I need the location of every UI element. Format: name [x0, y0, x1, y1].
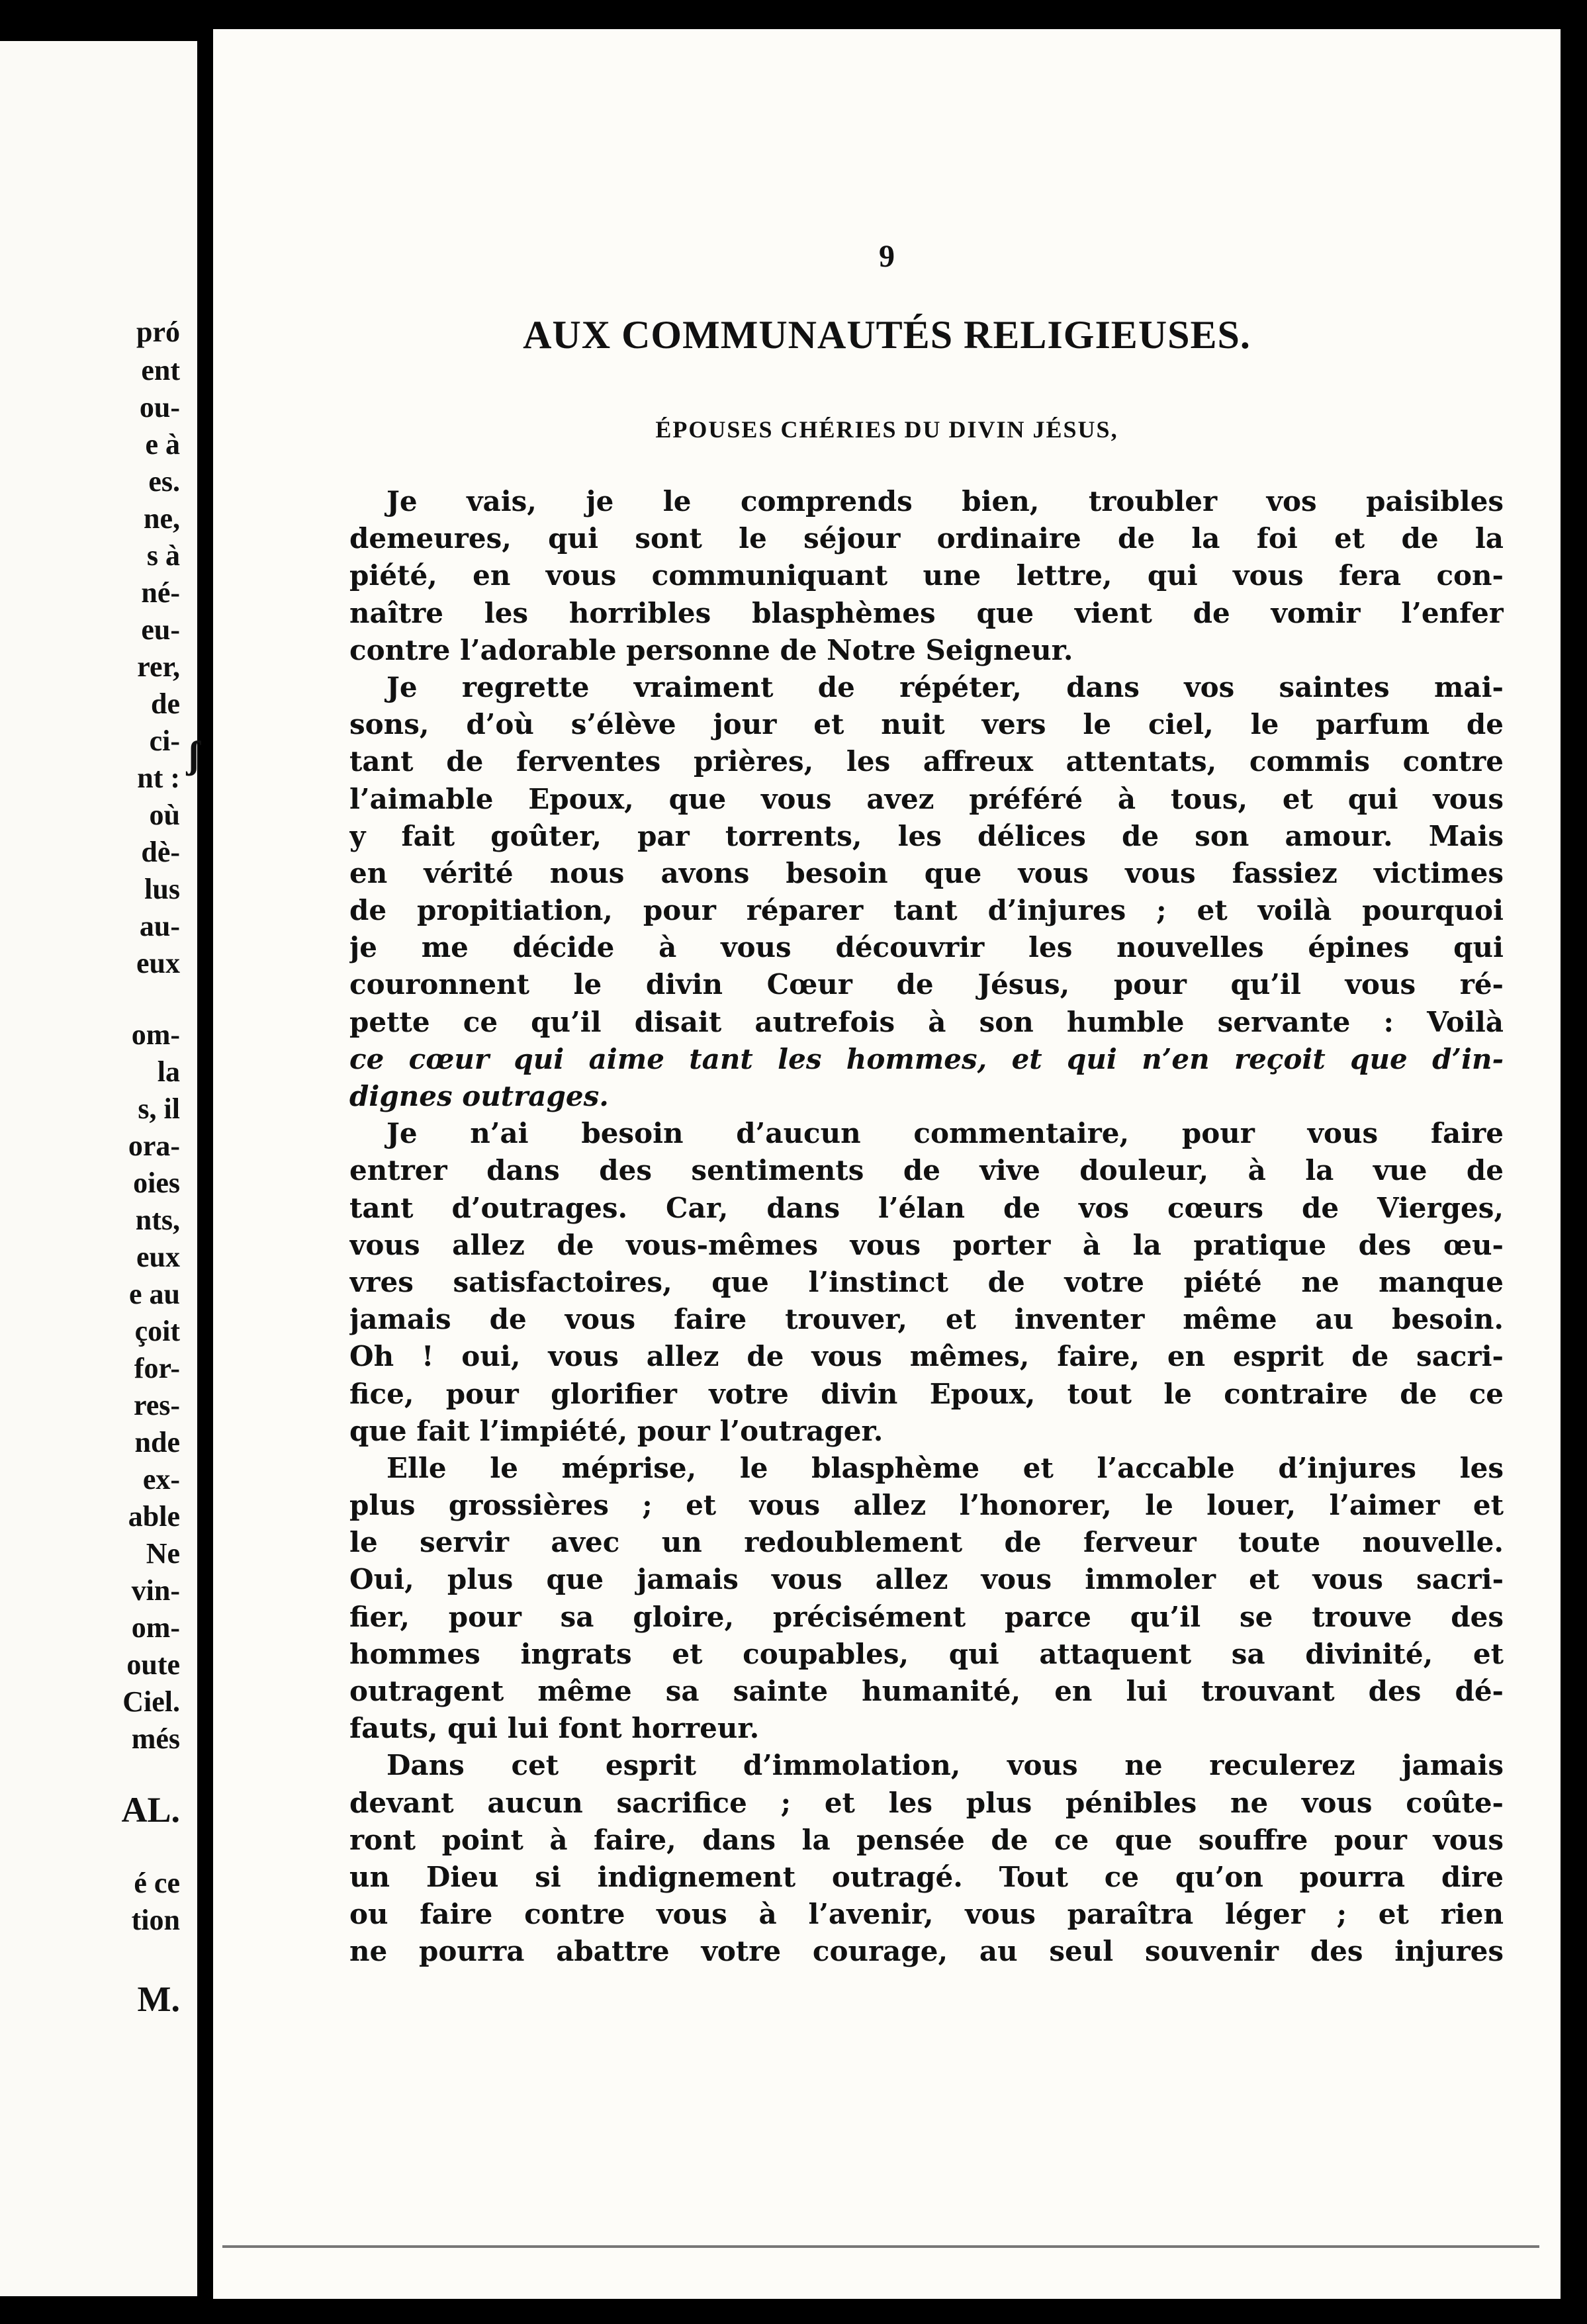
- text-line: l’aimable Epoux, que vous avez préféré à tous, et qui vous: [349, 782, 1504, 815]
- text-line: sons, d’où s’élève jour et nuit vers le ciel, le parfum de: [349, 708, 1504, 741]
- text-line: outragent même sa sainte humanité, en lui trouvant des dé-: [349, 1675, 1504, 1707]
- page-number: 9: [879, 239, 895, 274]
- facing-page-text: able: [128, 1500, 180, 1533]
- facing-page-text: ci-: [149, 725, 180, 757]
- facing-page-text: çoit: [134, 1315, 180, 1347]
- text-line: devant aucun sacrifice ; et les plus pénibles ne vous coûte-: [349, 1786, 1504, 1819]
- facing-page-text: pró: [136, 316, 180, 348]
- page-title: AUX COMMUNAUTÉS RELIGIEUSES.: [523, 313, 1251, 357]
- text-line: Je n’ai besoin d’aucun commentaire, pour vous faire: [386, 1117, 1504, 1150]
- gutter-ink-mark: ʃ: [188, 733, 200, 776]
- facing-page-text: nt :: [137, 762, 180, 794]
- facing-page-text: for-: [134, 1352, 180, 1384]
- text-line: fauts, qui lui font horreur.: [349, 1712, 760, 1745]
- italic-quote-line: dignes outrages.: [349, 1080, 609, 1112]
- facing-page-text: ou-: [139, 391, 180, 424]
- facing-page-text: où: [149, 799, 180, 831]
- letter-body: [349, 483, 1504, 1971]
- text-line: Je regrette vraiment de répéter, dans vos saintes mai-: [386, 670, 1504, 703]
- book-page: [213, 29, 1561, 2299]
- facing-page-text: AL.: [121, 1790, 180, 1830]
- paragraph-1: [349, 483, 1504, 669]
- facing-page-text: més: [131, 1722, 180, 1755]
- facing-page-text: au-: [139, 910, 180, 942]
- text-line: naître les horribles blasphèmes que vient de vomir l’enfer: [349, 596, 1504, 629]
- paragraph-2: [349, 669, 1504, 1115]
- facing-page-text: ne,: [144, 502, 180, 535]
- facing-page-text: s, il: [138, 1093, 180, 1125]
- page-bottom-edge: [222, 2245, 1539, 2248]
- text-line: couronnent le divin Cœur de Jésus, pour qu’il vous ré-: [349, 968, 1504, 1001]
- italic-quote-line: ce cœur qui aime tant les hommes, et qui n’en reçoit que d’in-: [349, 1042, 1504, 1075]
- text-line: je me décide à vous découvrir les nouvelles épines qui: [349, 931, 1504, 964]
- text-line: Dans cet esprit d’immolation, vous ne reculerez jamais: [386, 1749, 1504, 1782]
- facing-page-text: vin-: [131, 1574, 180, 1607]
- facing-page-text: oies: [133, 1167, 180, 1199]
- facing-page-text: lus: [144, 873, 180, 905]
- facing-page-text: eux: [136, 947, 180, 979]
- facing-page-text: nde: [134, 1426, 180, 1458]
- facing-page-text: om-: [131, 1018, 180, 1051]
- text-line: piété, en vous communiquant une lettre, qui vous fera con-: [349, 559, 1504, 592]
- facing-page-fragment: [0, 41, 197, 2296]
- facing-page-text: la: [157, 1055, 180, 1088]
- facing-page-text: res-: [133, 1389, 180, 1421]
- facing-page-text: eu-: [141, 613, 180, 646]
- paragraph-4: [349, 1450, 1504, 1748]
- text-line: Oui, plus que jamais vous allez vous immoler et vous sacri-: [349, 1563, 1504, 1596]
- facing-page-text: ora-: [128, 1130, 180, 1162]
- text-line: en vérité nous avons besoin que vous vous fassiez victimes: [349, 856, 1504, 889]
- text-line: hommes ingrats et coupables, qui attaquent sa divinité, et: [349, 1637, 1504, 1670]
- paragraph-3: [349, 1115, 1504, 1450]
- facing-page-text: M.: [137, 1979, 180, 2019]
- facing-page-text: de: [151, 688, 180, 720]
- facing-page-text: eux: [136, 1241, 180, 1273]
- text-line: tant d’outrages. Car, dans l’élan de vos cœurs de Vierges,: [349, 1191, 1504, 1224]
- text-line: plus grossières ; et vous allez l’honorer, le louer, l’aimer et: [349, 1489, 1504, 1522]
- facing-page-text: rer,: [137, 650, 180, 683]
- text-line: Oh ! oui, vous allez de vous mêmes, faire, en esprit de sacri-: [349, 1340, 1504, 1373]
- facing-page-text: Ne: [146, 1537, 180, 1570]
- text-line: contre l’adorable personne de Notre Seigneur.: [349, 633, 1073, 666]
- salutation: ÉPOUSES CHÉRIES DU DIVIN JÉSUS,: [655, 416, 1118, 443]
- text-line: que fait l’impiété, pour l’outrager.: [349, 1414, 884, 1447]
- text-line: Elle le méprise, le blasphème et l’accable d’injures les: [386, 1451, 1504, 1484]
- facing-page-text: s à: [146, 539, 180, 572]
- facing-page-text: ex-: [142, 1463, 180, 1496]
- text-line: vres satisfactoires, que l’instinct de votre piété ne manque: [349, 1265, 1504, 1298]
- text-line: pette ce qu’il disait autrefois à son humble servante : Voilà: [349, 1005, 1504, 1038]
- text-line: Je vais, je le comprends bien, troubler vos paisibles: [386, 485, 1504, 517]
- facing-page-text: nts,: [135, 1204, 180, 1236]
- facing-page-text: es.: [148, 465, 180, 498]
- text-line: vous allez de vous-mêmes vous porter à la pratique des œu-: [349, 1228, 1504, 1261]
- text-line: tant de ferventes prières, les affreux attentats, commis contre: [349, 745, 1504, 778]
- facing-page-text: ent: [141, 354, 180, 386]
- facing-page-text: oute: [126, 1648, 180, 1681]
- text-line: le servir avec un redoublement de ferveur toute nouvelle.: [349, 1526, 1504, 1559]
- text-line: entrer dans des sentiments de vive douleur, à la vue de: [349, 1154, 1504, 1187]
- facing-page-text: e au: [129, 1278, 180, 1310]
- text-line: ront point à faire, dans la pensée de ce que souffre pour vous: [349, 1823, 1504, 1856]
- text-line: y fait goûter, par torrents, les délices de son amour. Mais: [349, 819, 1504, 852]
- facing-page-text: dè-: [141, 836, 180, 868]
- text-line: fice, pour glorifier votre divin Epoux, tout le contraire de ce: [349, 1377, 1504, 1410]
- text-line: de propitiation, pour réparer tant d’injures ; et voilà pourquoi: [349, 894, 1504, 927]
- text-line: demeures, qui sont le séjour ordinaire de la foi et de la: [349, 522, 1504, 555]
- facing-page-text: e à: [145, 428, 180, 461]
- text-line: ou faire contre vous à l’avenir, vous paraîtra léger ; et rien: [349, 1898, 1504, 1931]
- facing-page-text: né-: [141, 576, 180, 609]
- facing-page-text: tion: [131, 1904, 180, 1936]
- text-line: un Dieu si indignement outragé. Tout ce qu’on pourra dire: [349, 1860, 1504, 1893]
- text-line: jamais de vous faire trouver, et inventer même au besoin.: [349, 1303, 1504, 1336]
- text-line: fier, pour sa gloire, précisément parce qu’il se trouve des: [349, 1600, 1504, 1633]
- facing-page-text: om-: [131, 1611, 180, 1644]
- paragraph-5: [349, 1747, 1504, 1970]
- facing-page-text: Ciel.: [122, 1685, 180, 1718]
- text-line: ne pourra abattre votre courage, au seul souvenir des injures: [349, 1935, 1504, 1968]
- facing-page-text: é ce: [134, 1867, 180, 1899]
